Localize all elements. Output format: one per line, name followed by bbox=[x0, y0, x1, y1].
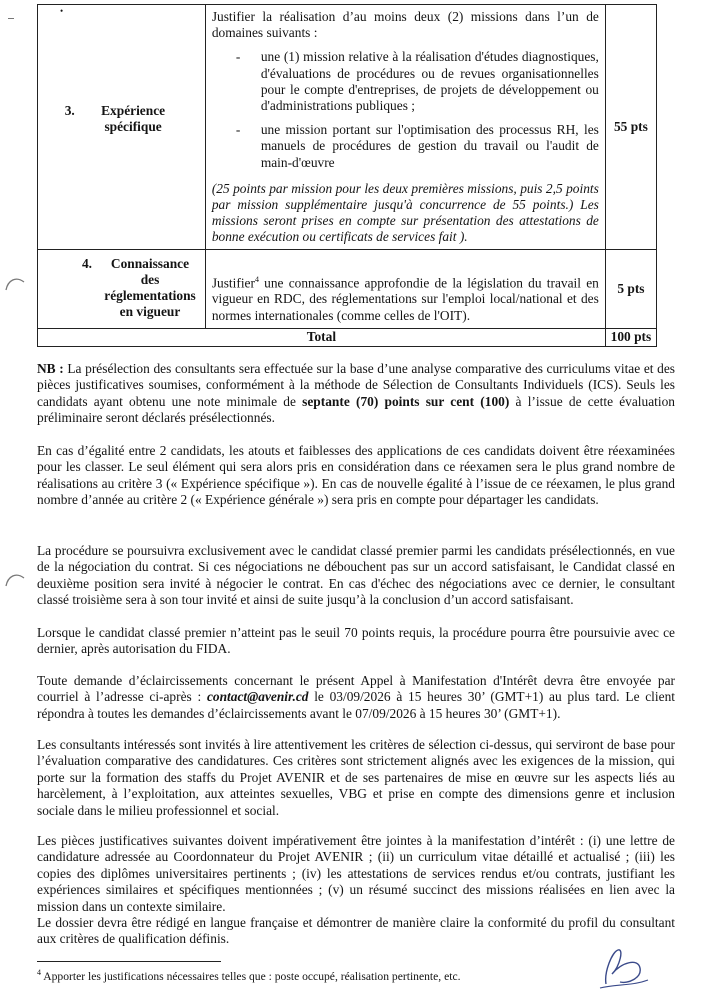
criterion-number: 3. bbox=[64, 103, 75, 118]
criterion-title: Expérience spécifique bbox=[101, 103, 166, 135]
total-label-cell bbox=[38, 329, 606, 347]
domain-list bbox=[212, 49, 599, 170]
criterion-name-cell bbox=[38, 5, 206, 250]
total-points-cell bbox=[605, 329, 656, 347]
dash-bullet: - bbox=[235, 122, 241, 138]
points-cell bbox=[605, 5, 656, 250]
criterion-title: Connaissance des réglementations en vigueur bbox=[104, 255, 196, 320]
paragraph-text: En cas d’égalité entre 2 candidats, les atouts et faiblesses des applications de ces candidats doivent être réexaminées pour les classer. Le seul élément qui sera alors pris en considération dans ce réexamen sera le plus grand nombre de réalisations au critère 3 (« Expérience spécifique »). En cas de nouvelle égalité à l’issue de ce réexamen, le plus grand nombre d’année au critère 2 (« Expérience générale ») sera pris en compte pour départager les candidats. bbox=[37, 443, 675, 508]
contact-email: contact@avenir.cd bbox=[206, 689, 309, 705]
points-value: 5 pts bbox=[617, 280, 645, 296]
criteria-table bbox=[37, 4, 657, 347]
dash-bullet: - bbox=[235, 49, 241, 65]
list-item-text: une (1) mission relative à la réalisation d'études diagnostiques, d'évaluations de procédures ou de revues organisationnelles pour le compte d'entreprises, de projets de développement ou d'administrations publiques ; bbox=[260, 49, 599, 114]
footnote-text: Apporter les justifications nécessaires telles que : poste occupé, réalisation pertinente, etc. bbox=[41, 969, 461, 983]
list-item-text: une mission portant sur l'optimisation des processus RH, les manuels de procédures de gestion du travail ou l'audit de main-d'œuvre bbox=[260, 122, 599, 170]
paragraph-text: Lorsque le candidat classé premier n’atteint pas le seuil 70 points requis, la procédure pourra être poursuivie avec ce dernier, après autorisation du FIDA. bbox=[37, 625, 675, 657]
clarification-paragraph bbox=[37, 673, 675, 722]
nb-emphasis: septante (70) points sur cent (100) bbox=[302, 393, 510, 409]
paragraph-text: Les pièces justificatives suivantes doivent impérativement être jointes à la manifestation d’intérêt : (i) une lettre de candidature adressée au Coordonnateur du Projet AVENIR ; (ii) un curriculum vitae détaillé et actualisé ; (iii) les copies des diplômes universitaires pertinents ; (iv) les attestations de services rendus et/ou contrats, justifiant les expériences similaires et spécifiques mentionnées ; (v) un résumé succinct des missions réalisées en lien avec la mission dans un contexte similaire. bbox=[37, 833, 675, 914]
paragraph-text: Le dossier devra être rédigé en langue française et démontrer de manière claire la conformité du profil du consultant aux critères de qualification définis. bbox=[37, 915, 675, 947]
criterion-intro: Justifier la réalisation d’au moins deux (2) missions dans l’un de domaines suivants : bbox=[211, 9, 599, 41]
points-cell bbox=[605, 249, 656, 329]
criterion-description: une connaissance approfondie de la législation du travail en vigueur en RDC, des réglementations sur l'emploi local/national et des normes internationales (comme celles de l'OIT). bbox=[211, 275, 599, 323]
threshold-paragraph bbox=[37, 625, 675, 658]
clarification-text-part1: Toute demande d’éclaircissements concernant le présent Appel à Manifestation d'Intérêt devra être envoyée par courriel à l’adresse ci-après : bbox=[37, 673, 675, 705]
footnote bbox=[37, 966, 637, 984]
paragraph-text: Les consultants intéressés sont invités à lire attentivement les critères de sélection ci-dessus, qui serviront de base pour l’évaluation comparative des candidatures. Ces critères sont strictement alignés avec les exigences de la mission, qui porte sur la formation des staffs du Projet AVENIR et de ses partenaires de mise en œuvre sur les aspects liés au harcèlement, à l’exploitation, aux atteintes sexuelles, VBG et prise en compte des dimensions genre et inclusion sociale dans le milieu professionnel et social. bbox=[37, 737, 675, 818]
criterion-name-cell bbox=[38, 249, 206, 329]
list-item bbox=[212, 49, 599, 114]
nb-label: NB : bbox=[37, 361, 64, 376]
criteria-row-specific-experience bbox=[38, 5, 657, 250]
margin-hole-mark bbox=[4, 572, 26, 590]
criteria-row-total bbox=[38, 329, 657, 347]
clarification-text-part2: le 03/09/2026 à 15 heures 30’ (GMT+1) au plus tard. Le client répondra à toutes les demandes d’éclaircissements avant le 07/09/2026 à 15 heures 30’ (GMT+1). bbox=[37, 689, 675, 721]
criterion-number: 4. bbox=[81, 255, 92, 271]
total-points-value: 100 pts bbox=[610, 329, 652, 345]
footnote-number: 4 bbox=[37, 968, 41, 977]
footnote-separator bbox=[37, 961, 221, 962]
paragraph-text: La procédure se poursuivra exclusivement avec le candidat classé premier parmi les candidats présélectionnés, en vue de la négociation du contrat. Si ces négociations ne débouchent pas sur un accord satisfaisant, le Candidat classé en deuxième position sera invité à négocier le contrat. En cas d'échec des négociations avec ce dernier, le consultant classé troisième sera à son tour invité et ainsi de suite jusqu’à la conclusion d’un accord satisfaisant. bbox=[37, 543, 675, 608]
nb-paragraph bbox=[37, 361, 675, 427]
points-value: 55 pts bbox=[613, 118, 648, 134]
nb-text-part1: La présélection des consultants sera effectuée sur la base d’une analyse comparative des curriculums vitae et des pièces justificatives soumises, conformément à la méthode de Sélection de Consultants Individuels (ICS). Seuls les candidats ayant obtenu une note minimale de bbox=[37, 361, 675, 409]
criterion-description-cell bbox=[205, 5, 605, 250]
handwritten-initials bbox=[598, 944, 650, 989]
criterion-description-cell bbox=[205, 249, 605, 329]
criteria-alignment-paragraph bbox=[37, 737, 675, 819]
bullet-mark: • bbox=[60, 6, 64, 16]
footnote-reference: 4 bbox=[254, 274, 259, 284]
total-label: Total bbox=[306, 329, 337, 345]
scoring-note: (25 points par mission pour les deux premières missions, puis 2,5 points par mission supplémentaire jusqu'à concurrence de 55 points.) Les missions seront prises en compte sur présentation des attestations de bonne exécution ou certificats de services fait ). bbox=[211, 180, 599, 245]
list-item bbox=[212, 122, 599, 171]
criteria-row-regulations bbox=[38, 249, 657, 329]
criterion-description-lead: Justifier bbox=[211, 275, 255, 291]
margin-dash-mark bbox=[8, 18, 14, 19]
negotiation-paragraph bbox=[37, 543, 675, 609]
margin-hole-mark bbox=[4, 276, 26, 294]
tie-break-paragraph bbox=[37, 443, 675, 509]
supporting-documents-paragraph bbox=[37, 833, 675, 948]
nb-text-part2: à l’issue de cette évaluation préliminaire seront déclarés présélectionnés. bbox=[37, 393, 675, 426]
